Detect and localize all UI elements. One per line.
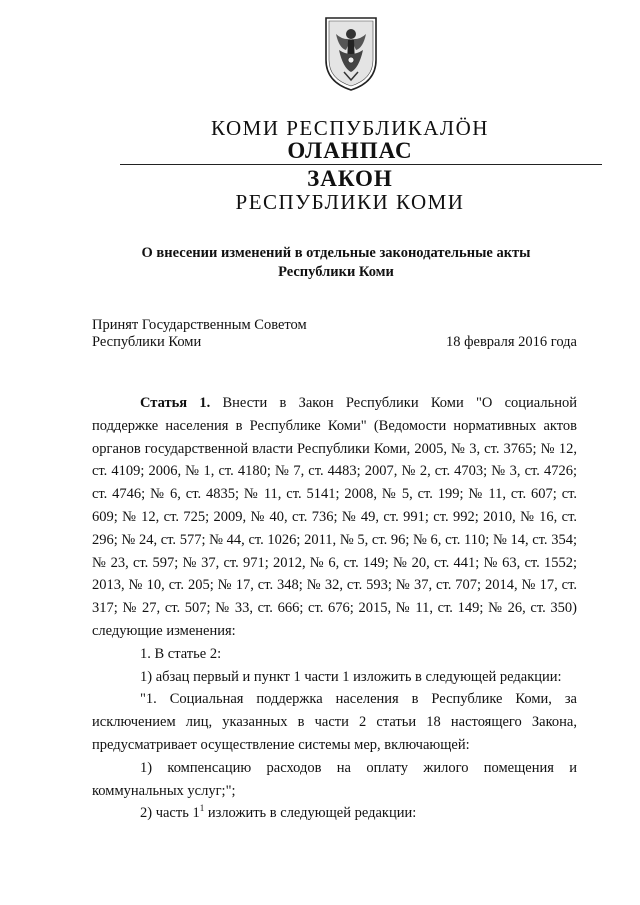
header-republic-name: РЕСПУБЛИКИ КОМИ	[235, 190, 465, 214]
article-1-paragraph	[92, 392, 577, 643]
adoption-date: 18 февраля 2016 года	[445, 334, 577, 350]
item-part-prefix: 2) часть 1	[140, 805, 200, 822]
law-title-line-1: О внесении изменений в отдельные законодательные акты	[141, 245, 531, 261]
item-new-text-part-1: "1. Социальная поддержка населения в Республике Коми, за исключением лиц, указанных в части 2 статьи 18 настоящего Закона, предусматривает осуществление системы мер, включающей:	[92, 691, 577, 753]
item-in-article-2: 1. В статье 2:	[140, 645, 222, 662]
item-abzac-first: 1) абзац первый и пункт 1 части 1 изложить в следующей редакции:	[140, 668, 562, 685]
law-body	[92, 392, 577, 825]
header-doc-type: ЗАКОН	[307, 166, 393, 191]
item-part-superscript: 1	[199, 803, 205, 814]
item-compensation: 1) компенсацию расходов на оплату жилого помещения и коммунальных услуг;";	[92, 759, 577, 799]
law-title-line-2: Республики Коми	[278, 264, 394, 280]
header-komi-doc-type: ОЛАНПАС	[287, 138, 413, 163]
adoption-body-line-1: Принят Государственным Советом	[92, 317, 307, 333]
item-part-1-1	[92, 802, 577, 825]
adoption-body-line-2: Республики Коми	[92, 334, 202, 350]
item-part-suffix: изложить в следующей редакции:	[204, 805, 417, 822]
header-komi-name: КОМИ РЕСПУБЛИКАЛӦН	[211, 116, 489, 140]
article-1-label: Статья 1.	[140, 395, 211, 411]
article-1-text: Внести в Закон Республики Коми "О социальной поддержке населения в Республике Коми" (Ведомости нормативных актов органов государственной власти Республики Коми, 2005, № 3, ст. 3765; № 12, ст. 4109; 2006, № 1, ст. 4180; № 7, ст. 4483; 2007, № 2, ст. 4703; № 3, ст. 4726; ст. 4746; № 6, ст. 4835; № 11, ст. 5141; 2008, № 5, ст. 199; № 11, ст. 607; ст. 609; № 12, ст. 725; 2009, № 40, ст. 736; № 49, ст. 991; ст. 992; 2010, № 16, ст. 296; № 24, ст. 577; № 44, ст. 1026; 2011, № 5, ст. 96; № 6, ст. 110; № 14, ст. 354; № 23, ст. 597; № 37, ст. 971; 2012, № 6, ст. 149; № 20, ст. 441; № 63, ст. 1552; 2013, № 10, ст. 205; № 17, ст. 348; № 32, ст. 593; № 37, ст. 707; 2014, № 17, ст. 317; № 27, ст. 507; № 33, ст. 666; ст. 676; 2015, № 11, ст. 149; № 26, ст. 350) следующие изменения:	[92, 395, 577, 639]
header-divider	[120, 164, 602, 165]
coat-of-arms-emblem	[322, 14, 380, 94]
